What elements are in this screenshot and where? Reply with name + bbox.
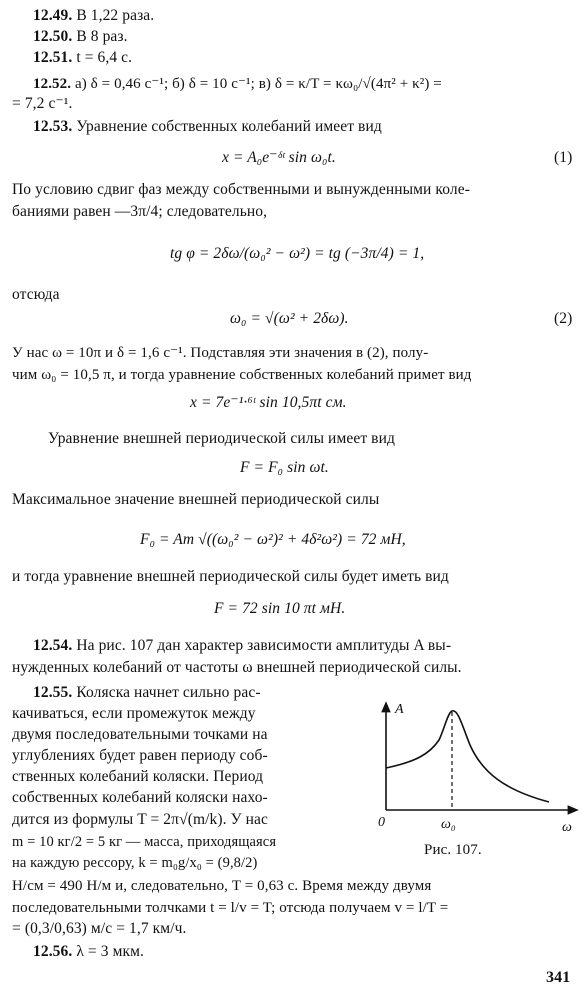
- text-line: отсюда: [12, 286, 60, 303]
- text-line: Н/см = 490 Н/м и, следовательно, T = 0,63 с. Время между двумя: [12, 878, 432, 894]
- text-line: m = 10 кг/2 = 5 кг — масса, приходящаяся: [12, 834, 277, 850]
- equation-x: x = 7e⁻¹·⁶ᵗ sin 10,5πt см.: [190, 394, 347, 411]
- text-line: углублениях будет равен периоду соб-: [12, 747, 268, 764]
- origin-label: 0: [378, 815, 385, 830]
- y-axis-label: A: [395, 702, 404, 717]
- answer-12-53: 12.53. Уравнение собственных колебаний имеет вид: [33, 118, 382, 135]
- text-line: Уравнение внешней периодической силы имеет вид: [48, 430, 395, 447]
- answer-12-52-cont: = 7,2 с⁻¹.: [12, 95, 73, 112]
- equation-1: x = A₀e⁻ᵟᵗ sin ω₀t.: [222, 149, 336, 166]
- equation-2-number: (2): [554, 310, 573, 327]
- text-line: У нас ω = 10π и δ = 1,6 с⁻¹. Подставляя эти значения в (2), полу-: [12, 345, 429, 361]
- text-line: собственных колебаний коляски нахо-: [12, 789, 268, 806]
- text-line: Максимальное значение внешней периодической силы: [12, 491, 380, 508]
- text-line: качиваться, если промежуток между: [12, 705, 256, 722]
- text-line: двумя последовательными точками на: [12, 726, 268, 743]
- page-number: 341: [546, 969, 571, 986]
- text-line: последовательными толчками t = l/v = T; отсюда получаем v = l/T =: [12, 900, 449, 916]
- answer-12-55: 12.55. Коляска начнет сильно рас-: [33, 684, 261, 701]
- equation-f0: F₀ = Am √((ω₀² − ω²)² + 4δ²ω²) = 72 мН,: [140, 531, 406, 548]
- answer-12-50: 12.50. В 8 раз.: [33, 28, 128, 45]
- answer-12-49: 12.49. В 1,22 раза.: [33, 7, 155, 24]
- x-axis-label: ω: [562, 820, 572, 835]
- text-line: дится из формулы T = 2π√(m/k). У нас: [12, 811, 268, 828]
- equation-1-number: (1): [554, 149, 573, 166]
- peak-label: ω₀: [441, 817, 456, 832]
- resonance-figure: [374, 700, 580, 840]
- equation-2: ω₀ = √(ω² + 2δω).: [230, 310, 349, 327]
- answer-12-56: 12.56. λ = 3 мкм.: [33, 943, 144, 960]
- equation-tg-phi: tg φ = 2δω/(ω₀² − ω²) = tg (−3π/4) = 1,: [170, 245, 425, 262]
- figure-caption: Рис. 107.: [424, 842, 482, 858]
- answer-12-51: 12.51. t = 6,4 с.: [33, 49, 133, 66]
- text-line: чим ω₀ = 10,5 π, и тогда уравнение собственных колебаний примет вид: [12, 367, 472, 383]
- text-line: = (0,3/0,63) м/с = 1,7 км/ч.: [12, 920, 187, 937]
- text-line: и тогда уравнение внешней периодической силы будет иметь вид: [12, 568, 449, 585]
- answer-12-52: 12.52. а) δ = 0,46 с⁻¹; б) δ = 10 с⁻¹; в) δ = κ/T = κω₀/√(4π² + κ²) =: [33, 76, 442, 92]
- answer-12-54: 12.54. На рис. 107 дан характер зависимости амплитуды A вы-: [33, 637, 452, 654]
- text-line: По условию сдвиг фаз между собственными и вынужденными коле-: [12, 181, 470, 198]
- resonance-curve: [386, 711, 549, 802]
- text-line: нужденных колебаний от частоты ω внешней периодической силы.: [12, 659, 462, 676]
- text-line: баниями равен —3π/4; следовательно,: [12, 203, 268, 220]
- equation-force: F = F₀ sin ωt.: [240, 459, 329, 476]
- text-line: ственных колебаний коляски. Период: [12, 768, 264, 785]
- text-line: на каждую рессору, k = m₀g/x₀ = (9,8/2): [12, 855, 258, 871]
- equation-force-final: F = 72 sin 10 πt мН.: [214, 600, 346, 617]
